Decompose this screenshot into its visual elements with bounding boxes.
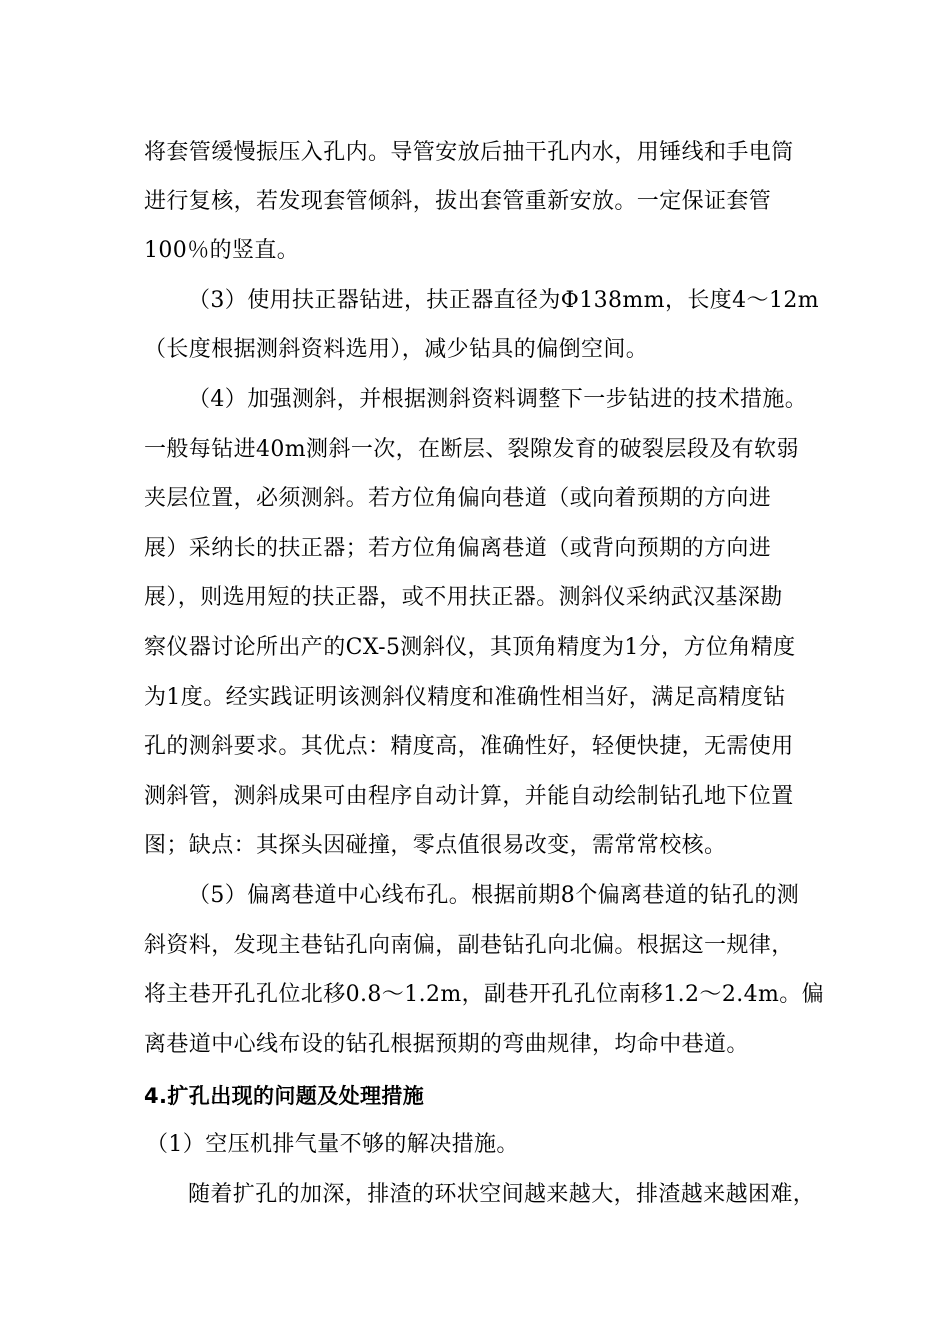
body-text-line: 斜资料，发现主巷钻孔向南偏，副巷钻孔向北偏。根据这一规律，	[144, 933, 794, 958]
paragraph-first-line: 随着扩孔的加深，排渣的环状空间越来越大，排渣越来越困难，	[188, 1182, 816, 1207]
body-text-line: 进行复核，若发现套管倾斜，拔出套管重新安放。一定保证套管	[144, 189, 772, 214]
section-heading: 4.扩孔出现的问题及处理措施	[144, 1084, 425, 1108]
body-text-line: 图；缺点：其探头因碰撞，零点值很易改变，需常常校核。	[144, 833, 727, 858]
body-text-line: 一般每钻进40m测斜一次，在断层、裂隙发育的破裂层段及有软弱	[144, 437, 799, 462]
body-text-line: 为1度。经实践证明该测斜仪精度和准确性相当好，满足高精度钻	[144, 685, 786, 710]
body-text-line: 夹层位置，必须测斜。若方位角偏向巷道（或向着预期的方向进	[144, 486, 772, 511]
body-text-line: 离巷道中心线布设的钻孔根据预期的弯曲规律，均命中巷道。	[144, 1032, 749, 1057]
paragraph-4-first-line: （4）加强测斜，并根据测斜资料调整下一步钻进的技术措施。	[188, 387, 808, 412]
body-text-line: 展）采纳长的扶正器；若方位角偏离巷道（或背向预期的方向进	[144, 536, 772, 561]
body-text-line: 100％的竖直。	[144, 238, 300, 263]
paragraph-3-first-line: （3）使用扶正器钻进，扶正器直径为Φ138mm，长度4～12m	[188, 288, 820, 313]
body-text-line: （长度根据测斜资料选用），减少钻具的偏倒空间。	[144, 337, 649, 362]
body-text-line: 孔的测斜要求。其优点：精度高，准确性好，轻便快捷，无需使用	[144, 734, 794, 759]
body-text-line: 察仪器讨论所出产的CX-5测斜仪，其顶角精度为1分，方位角精度	[144, 635, 796, 660]
body-text-line: 测斜管，测斜成果可由程序自动计算，并能自动绘制钻孔地下位置	[144, 784, 794, 809]
paragraph-5-first-line: （5）偏离巷道中心线布孔。根据前期8个偏离巷道的钻孔的测	[188, 883, 800, 908]
body-text-line: 展），则选用短的扶正器，或不用扶正器。测斜仪采纳武汉基深勘	[144, 585, 783, 610]
subsection-heading: （1）空压机排气量不够的解决措施。	[146, 1132, 519, 1157]
body-text-line: 将主巷开孔孔位北移0.8～1.2m，副巷开孔孔位南移1.2～2.4m。偏	[144, 982, 825, 1007]
body-text-line: 将套管缓慢振压入孔内。导管安放后抽干孔内水，用锤线和手电筒	[144, 140, 794, 165]
